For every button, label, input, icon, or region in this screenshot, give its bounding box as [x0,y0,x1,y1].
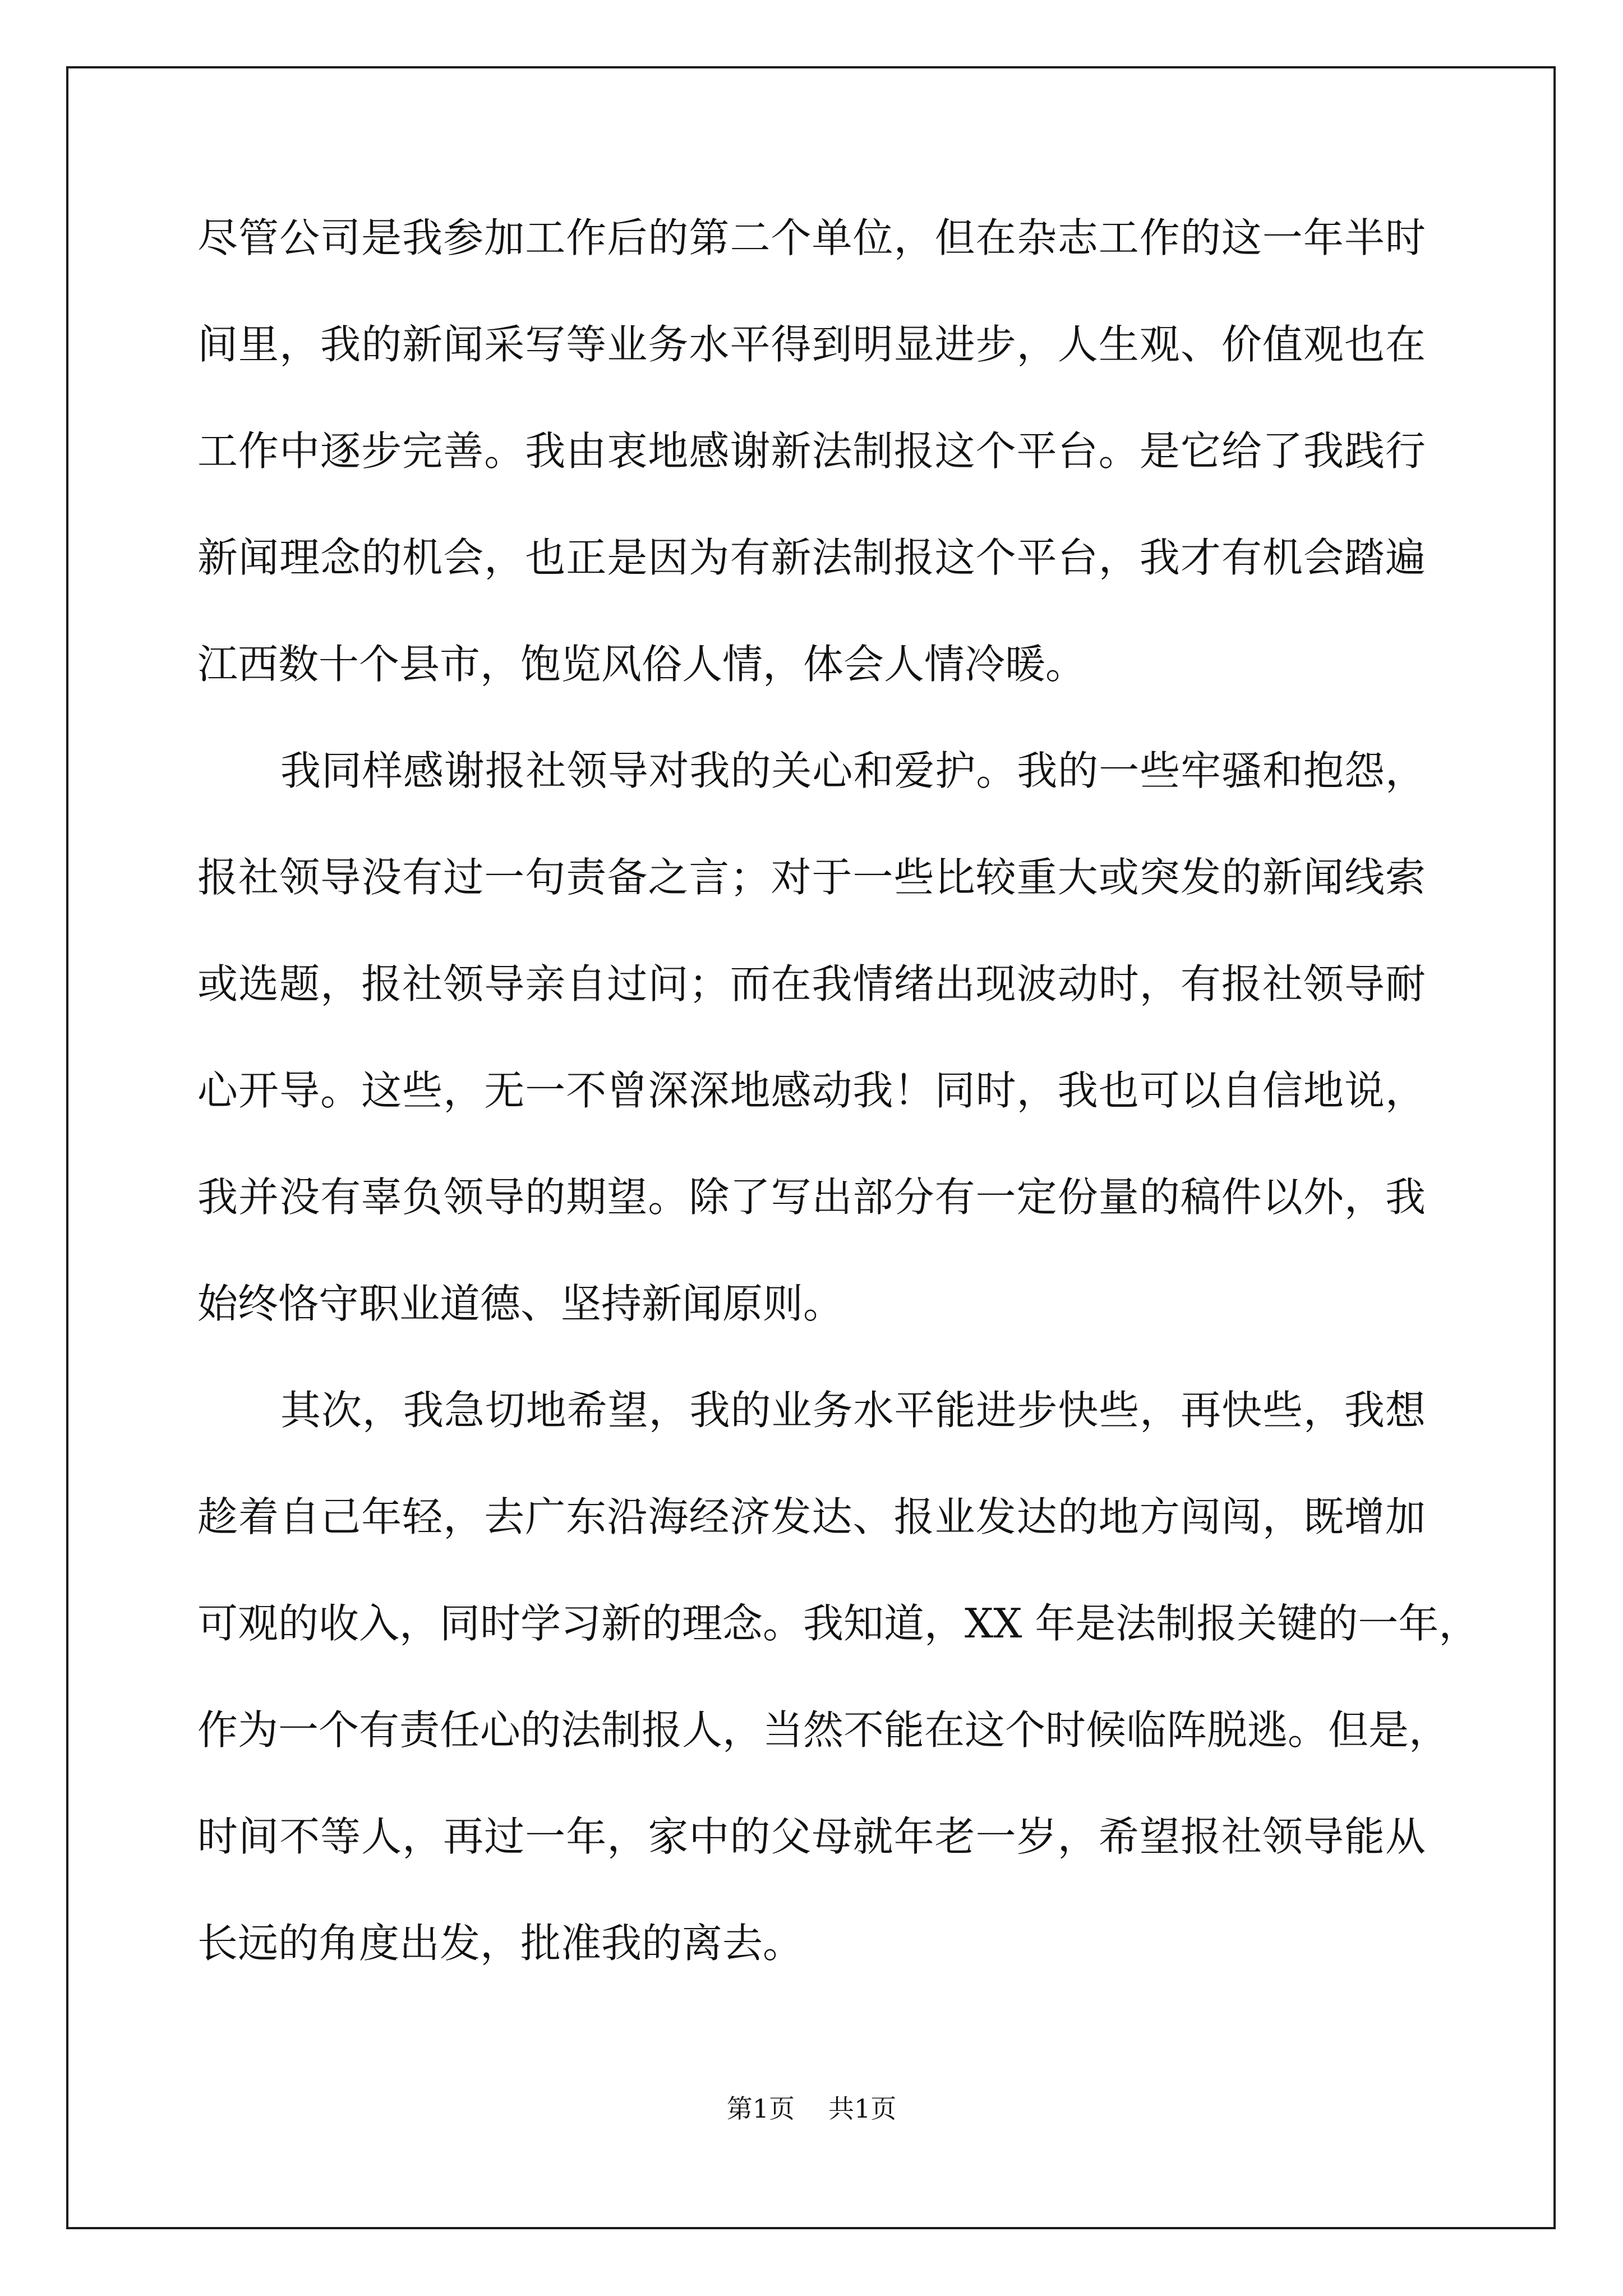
paragraph-2-line-4: 心开导。这些，无一不曾深深地感动我！同时，我也可以自信地说， [197,1067,1426,1114]
paragraph-1-line-2: 间里，我的新闻采写等业务水平得到明显进步，人生观、价值观也在 [197,321,1426,368]
paragraph-1-line-1: 尽管公司是我参加工作后的第二个单位，但在杂志工作的这一年半时 [197,214,1426,261]
paragraph-2-line-5: 我并没有辜负领导的期望。除了写出部分有一定份量的稿件以外，我 [197,1174,1426,1221]
paragraph-2-line-6: 始终恪守职业道德、坚持新闻原则。 [197,1280,844,1327]
paragraph-3-line-5: 时间不等人，再过一年，家中的父母就年老一岁，希望报社领导能从 [197,1813,1426,1860]
paragraph-3-line-1: 其次，我急切地希望，我的业务水平能进步快些，再快些，我想 [280,1387,1426,1434]
paragraph-3-line-3: 可观的收入，同时学习新的理念。我知道，XX 年是法制报关键的一年， [197,1600,1479,1647]
paragraph-3-line-4: 作为一个有责任心的法制报人，当然不能在这个时候临阵脱逃。但是， [197,1706,1450,1754]
paragraph-3-line-6: 长远的角度出发，批准我的离去。 [197,1920,804,1967]
paragraph-1-line-3: 工作中逐步完善。我由衷地感谢新法制报这个平台。是它给了我践行 [197,427,1426,475]
document-body [197,214,1479,2028]
page-total: 共1页 [828,2093,897,2124]
page-number: 第1页 [726,2093,795,2124]
paragraph-2-line-3: 或选题，报社领导亲自过问；而在我情绪出现波动时，有报社领导耐 [197,960,1426,1007]
paragraph-2-line-1: 我同样感谢报社领导对我的关心和爱护。我的一些牢骚和抱怨， [280,747,1426,794]
paragraph-1-line-5: 江西数十个县市，饱览风俗人情，体会人情冷暖。 [197,641,1086,688]
paragraph-3-line-2: 趁着自己年轻，去广东沿海经济发达、报业发达的地方闯闯，既增加 [197,1493,1426,1540]
page-footer [0,2095,1623,2123]
paragraph-1-line-4: 新闻理念的机会，也正是因为有新法制报这个平台，我才有机会踏遍 [197,534,1426,581]
paragraph-2-line-2: 报社领导没有过一句责备之言；对于一些比较重大或突发的新闻线索 [197,854,1426,901]
